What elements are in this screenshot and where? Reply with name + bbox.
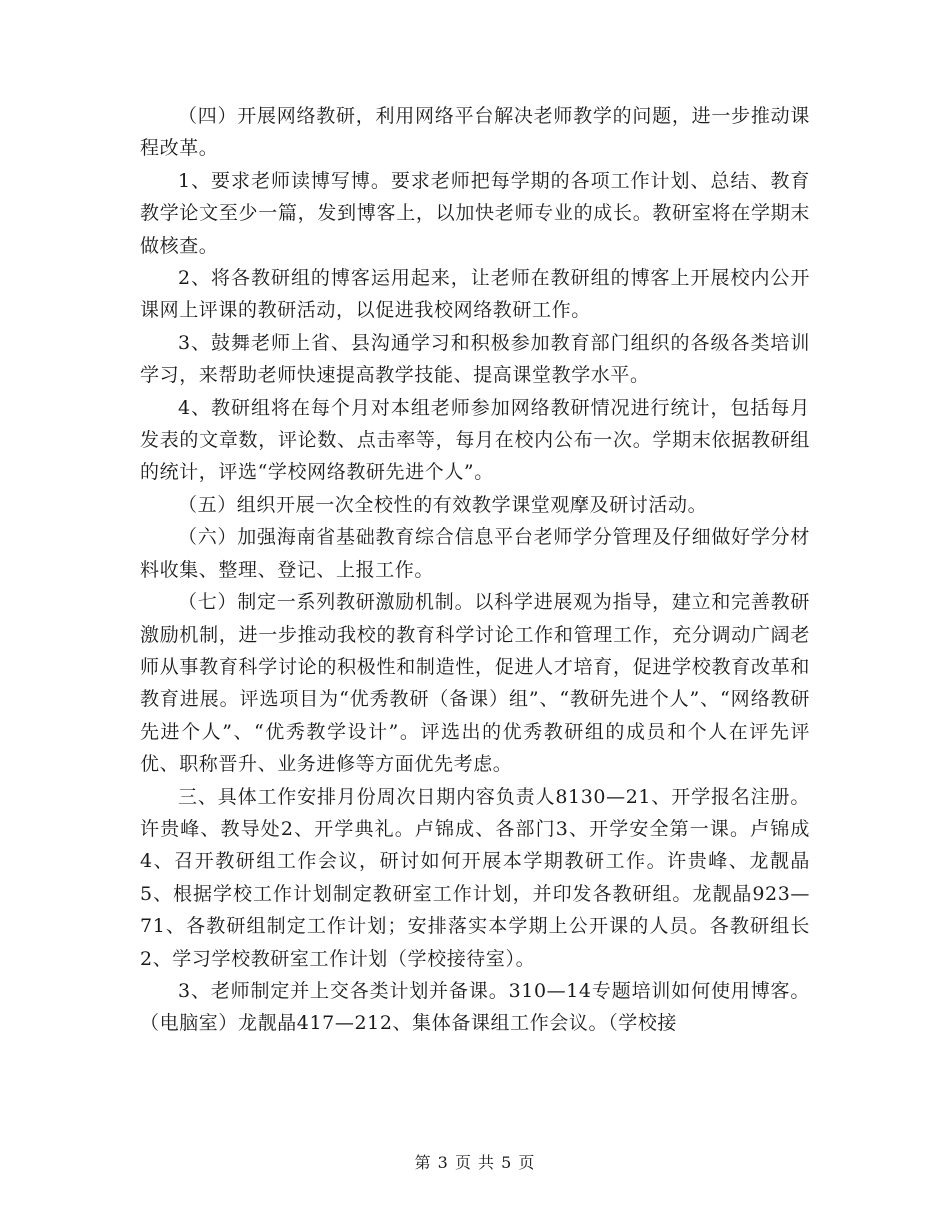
paragraph-item-1-blogging: 1、要求老师读博写博。要求老师把每学期的各项工作计划、总结、教育教学论文至少一篇，发到博客上，以加快老师专业的成长。教研室将在学期末做核查。 <box>140 169 810 257</box>
paragraph-item-3-training: 3、鼓舞老师上省、县沟通学习和积极参加教育部门组织的各级各类培训学习，来帮助老师快速提高教学技能、提高课堂教学水平。 <box>140 331 810 387</box>
paragraph-schedule: 三、具体工作安排月份周次日期内容负责人8130—21、开学报名注册。许贵峰、教导处2、开学典礼。卢锦成、各部门3、开学安全第一课。卢锦成4、召开教研组工作会议，研讨如何开展本学期教研工作。许贵峰、龙靓晶5、根据学校工作计划制定教研室工作计划，并印发各教研组。龙靓晶923—71、各教研组制定工作计划；安排落实本学期上公开课的人员。各教研组长2、学习学校教研室工作计划（学校接待室）。 <box>140 785 810 970</box>
paragraph-section-5-observation: （五）组织开展一次全校性的有效教学课堂观摩及研讨活动。 <box>178 493 708 516</box>
paragraph-section-7-incentives: （七）制定一系列教研激励机制。以科学进展观为指导，建立和完善教研激励机制，进一步推动我校的教育科学讨论工作和管理工作，充分调动广阔老师从事教育科学讨论的积极性和制造性，促进人才培育，促进学校教育改革和教育进展。评选项目为“优秀教研（备课）组”、“教研先进个人”、“网络教研先进个人”、“优秀教学设计”。评选出的优秀教研组的成员和个人在评先评优、职称晋升、业务进修等方面优先考虑。 <box>140 591 810 776</box>
paragraph-section-6-credits: （六）加强海南省基础教育综合信息平台老师学分管理及仔细做好学分材料收集、整理、登记、上报工作。 <box>140 526 810 581</box>
paragraph-item-2-group-blogs: 2、将各教研组的博客运用起来，让老师在教研组的博客上开展校内公开课网上评课的教研活动，以促进我校网络教研工作。 <box>140 267 810 322</box>
paragraph-item-4-statistics: 4、教研组将在每个月对本组老师参加网络教研情况进行统计，包括每月发表的文章数，评论数、点击率等，每月在校内公布一次。学期末依据教研组的统计，评选“学校网络教研先进个人”。 <box>140 396 810 484</box>
paragraph-section-4-network-research: （四）开展网络教研，利用网络平台解决老师教学的问题，进一步推动课程改革。 <box>140 105 810 160</box>
paragraph-schedule-continued: 3、老师制定并上交各类计划并备课。310—14专题培训如何使用博客。（电脑室）龙靓晶417—212、集体备课组工作会议。（学校接 <box>140 979 810 1035</box>
document-body <box>140 100 810 1040</box>
page-number-footer: 第 3 页 共 5 页 <box>414 1153 536 1172</box>
